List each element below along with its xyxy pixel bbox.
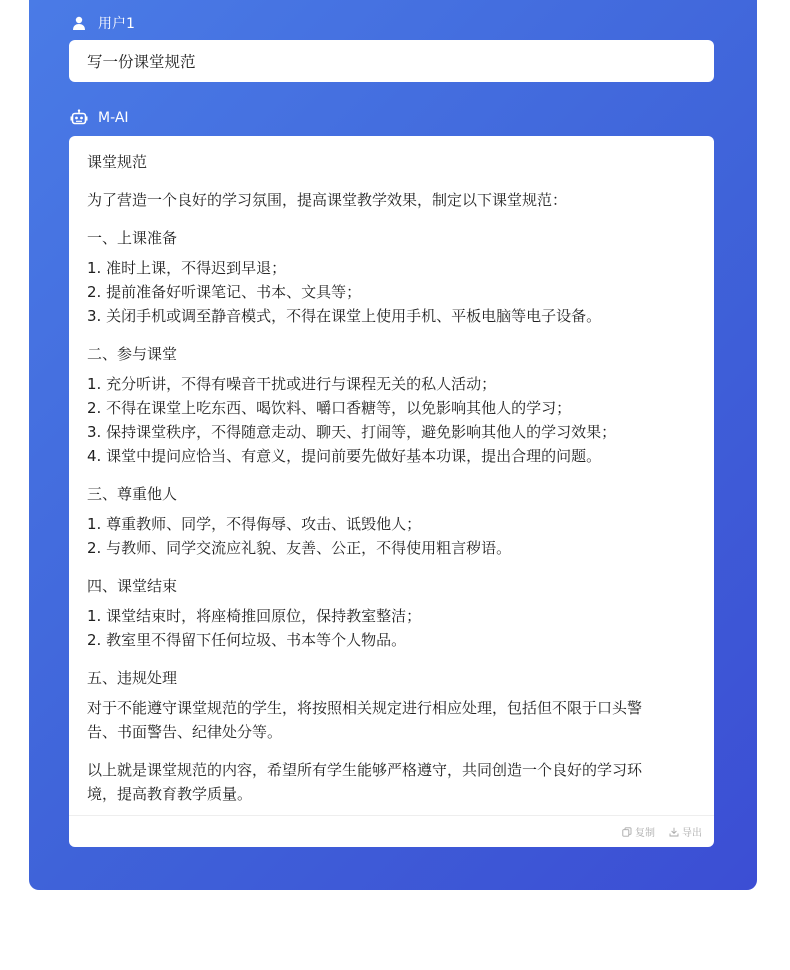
list-item: 4. 课堂中提问应恰当、有意义，提问前要先做好基本功课，提出合理的问题。: [87, 447, 602, 465]
response-actions-bar: [69, 815, 714, 847]
user-speaker: [70, 12, 135, 34]
user-name: 用户1: [98, 16, 135, 32]
user-icon: [70, 14, 88, 32]
section-heading: 三、尊重他人: [87, 485, 178, 503]
list-item: 1. 课堂结束时，将座椅推回原位，保持教室整洁；: [87, 607, 422, 625]
list-item: 1. 准时上课，不得迟到早退；: [87, 259, 287, 277]
copy-label: 复制: [635, 828, 655, 839]
section-heading: 一、上课准备: [87, 229, 178, 247]
list-item: 3. 关闭手机或调至静音模式，不得在课堂上使用手机、平板电脑等电子设备。: [87, 307, 602, 325]
ai-response-card: [69, 136, 714, 847]
section-heading: 二、参与课堂: [87, 345, 178, 363]
ai-response-content: [69, 136, 714, 806]
paragraph-line: 告、书面警告、纪律处分等。: [87, 723, 283, 741]
closing-line: 以上就是课堂规范的内容，希望所有学生能够严格遵守，共同创造一个良好的学习环: [87, 761, 643, 779]
export-icon: [669, 827, 679, 837]
list-item: 2. 教室里不得留下任何垃圾、书本等个人物品。: [87, 631, 407, 649]
list-item: 3. 保持课堂秩序，不得随意走动、聊天、打闹等，避免影响其他人的学习效果；: [87, 423, 617, 441]
ai-name: M-AI: [98, 110, 129, 126]
copy-icon: [622, 827, 632, 837]
user-message-text: 写一份课堂规范: [87, 53, 196, 71]
closing-line: 境，提高教育教学质量。: [87, 785, 253, 803]
section-heading: 四、课堂结束: [87, 577, 178, 595]
user-message-bubble: [69, 40, 714, 82]
paragraph-line: 对于不能遵守课堂规范的学生，将按照相关规定进行相应处理，包括但不限于口头警: [87, 699, 643, 717]
export-label: 导出: [682, 828, 702, 839]
list-item: 1. 充分听讲，不得有噪音干扰或进行与课程无关的私人活动；: [87, 375, 497, 393]
section-heading: 五、违规处理: [87, 669, 178, 687]
robot-icon: [70, 109, 88, 127]
response-intro: 为了营造一个良好的学习氛围，提高课堂教学效果，制定以下课堂规范：: [87, 191, 568, 209]
copy-button[interactable]: [622, 824, 655, 839]
list-item: 2. 提前准备好听课笔记、书本、文具等；: [87, 283, 362, 301]
list-item: 1. 尊重教师、同学，不得侮辱、攻击、诋毁他人；: [87, 515, 422, 533]
export-button[interactable]: [669, 824, 702, 839]
list-item: 2. 与教师、同学交流应礼貌、友善、公正，不得使用粗言秽语。: [87, 539, 512, 557]
response-title: 课堂规范: [87, 153, 148, 171]
ai-speaker: [70, 107, 129, 129]
list-item: 2. 不得在课堂上吃东西、喝饮料、嚼口香糖等，以免影响其他人的学习；: [87, 399, 572, 417]
